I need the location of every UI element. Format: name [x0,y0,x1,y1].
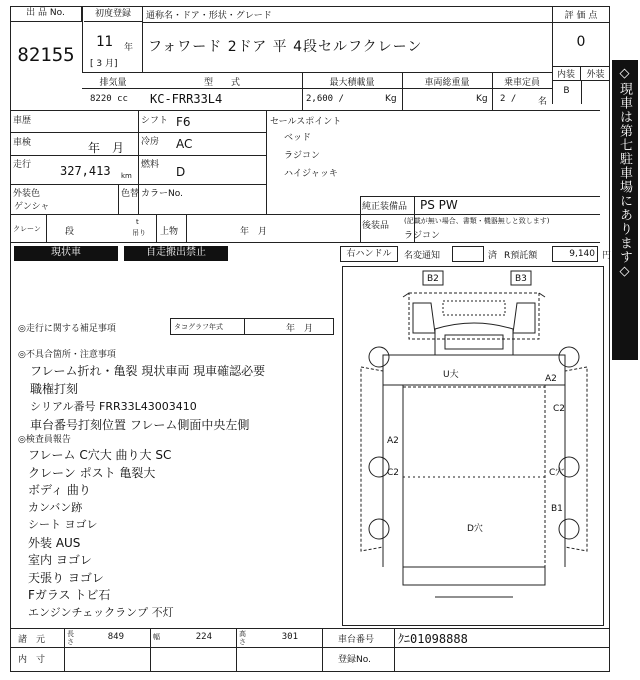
interior-value: B [563,86,570,96]
displacement-value: 8220 cc [90,94,128,104]
after-parts-value: ラジコン [404,231,441,241]
divider [186,214,187,242]
defect-line: フレーム折れ・亀裂 現状車両 現車確認必要 [30,364,266,378]
defect-line: 車台番号打刻位置 フレーム側面中央左側 [30,418,250,432]
divider [236,628,237,672]
exterior-label: 外装 [586,70,605,80]
payload-value: 2,600 / [306,94,344,104]
divider [138,155,266,156]
divider [581,80,582,104]
tachograph-value: 年 月 [286,324,314,334]
equipment-label: 純正装備品 [362,202,408,212]
inspector-line: クレーン ポスト 亀裂大 [28,465,156,480]
sales-point-item: ラジコン [284,151,321,161]
inspection-label: 車検 [13,138,32,148]
color-value: ゲンシャ [14,202,50,212]
mark-b2: B2 [427,274,439,284]
divider [244,318,245,335]
shift-value: F6 [176,115,191,129]
upper-body-value: 年 月 [240,227,268,237]
payload-label: 最大積載量 [329,78,375,88]
inspector-line: 室内 ヨゴレ [28,553,92,567]
divider [10,132,138,133]
sales-point-item: ベッド [284,133,312,143]
after-parts-label: 後装品 [362,221,390,231]
length-value: 849 [107,632,124,642]
gross-weight-unit: Kg [476,94,488,104]
mark-d-hole: D穴 [467,524,483,534]
divider [142,22,552,23]
inspector-line: 天張り ヨゴレ [28,570,104,585]
inspector-report-list [28,446,174,621]
defects-label: ◎不具合箇所・注意事項 [18,350,116,360]
ac-label: 冷房 [141,137,160,147]
length-label: 長さ [67,630,74,646]
inspector-report-label: ◎検査員報告 [18,435,71,445]
recycle-amount: 9,140 [552,246,598,262]
divider [138,132,266,133]
inspector-line: 外装 AUS [28,535,81,550]
rating-label: 評 価 点 [564,11,598,21]
chassis-number-value: ｸﾆ01098888 [398,632,468,646]
divider [360,196,361,242]
registration-label: 登録No. [338,655,371,665]
defect-line: シリアル番号 FRR33L43003410 [30,400,197,413]
damage-marks [387,274,565,534]
side-banner-text: ◇現車は第七駐車場にあります◇ [617,66,632,280]
tachograph-label: タコグラフ年式 [174,323,223,331]
displacement-label: 排気量 [99,78,127,88]
model-label: 型 式 [203,78,240,88]
divider [82,72,552,73]
mileage-unit: km [121,172,132,180]
equipment-value: PS PW [420,198,458,212]
mark-u-large: U大 [443,370,459,380]
mileage-value: 327,413 [60,164,111,178]
history-label: 車歴 [13,116,32,126]
divider [82,6,83,72]
height-value: 301 [281,632,298,642]
year-unit: 年 [124,43,134,53]
upper-body-label: 上物 [160,227,179,237]
divider [10,628,610,629]
divider [10,214,360,215]
after-parts-note: (記載が無い場合、書類・機器無しと致します) [404,217,550,225]
chassis-number-label: 車台番号 [338,635,375,645]
divider [10,155,138,156]
divider [322,628,323,672]
mark-b3: B3 [515,274,527,284]
ac-value: AC [176,137,193,151]
inspector-line: フレーム C穴大 曲り大 SC [28,448,172,462]
crane-stage: 段 [65,227,75,237]
capacity-unit: 名 [538,97,548,107]
running-notes-label: ◎走行に関する補足事項 [18,324,116,334]
current-vehicle-badge: 現状車 [14,246,118,261]
divider [10,647,610,648]
divider [150,628,151,672]
fuel-label: 燃料 [141,160,160,170]
defect-line: 職権打刻 [30,382,79,396]
divider [82,88,552,89]
mark-c2-right: C2 [553,404,566,414]
crane-ton: t [136,218,139,226]
recycle-unit: 円 [602,251,612,261]
first-reg-year: 11 [96,34,113,50]
mark-a2-left: A2 [387,436,399,446]
truck-outline [343,267,605,627]
mileage-label: 走行 [13,160,32,170]
interior-label: 内装 [552,67,581,80]
height-label: 高さ [239,630,246,646]
divider [266,110,267,214]
vehicle-name: フォワード 2ドア 平 4段セルフクレーン [148,39,423,55]
first-reg-month: [ 3 月] [90,59,118,69]
width-label: 幅 [153,633,160,641]
inspector-line: シート ヨゴレ [28,518,98,531]
lot-label: 出 品 No. [26,8,65,18]
divider [46,214,47,242]
divider [360,196,600,197]
model-value: KC-FRR33L4 [150,92,223,106]
inspection-value: 年 月 [88,141,125,155]
divider [118,184,119,214]
gross-weight-label: 車両総重量 [424,78,470,88]
first-reg-label: 初度登録 [84,7,142,22]
sales-point-item: ハイジャッキ [284,169,338,179]
inspector-line: カンバン跡 [28,500,83,514]
mark-b1: B1 [551,504,563,514]
mark-c2-left: C2 [387,468,400,478]
color-change-label: 色替 [121,189,140,199]
width-value: 224 [195,632,212,642]
payload-unit: Kg [385,94,397,104]
name-change-label: 名変通知 [404,251,441,261]
sales-points-label: セールスポイント [270,117,342,127]
divider [394,628,395,672]
mark-a2-right: A2 [545,374,557,384]
inspector-line: Fガラス トビ石 [28,588,111,602]
self-ship-prohibited-badge: 自走搬出禁止 [124,246,228,261]
shift-label: シフト [141,116,169,126]
divider [552,22,610,23]
name-label: 通称名・ドア・形状・グレード [146,11,272,21]
dimensions-label: 諸 元 [18,635,46,645]
steering-label: 右ハンドル [340,246,398,262]
rating-value: 0 [576,34,586,50]
vehicle-diagram [342,266,604,626]
divider [156,214,157,242]
interior-dims-label: 内 寸 [18,655,46,665]
divider [10,242,600,243]
inspector-line: ボディ 曲り [28,483,91,497]
inspector-line: エンジンチェックランプ 不灯 [28,605,174,619]
fuel-value: D [176,165,186,179]
divider [360,214,600,215]
crane-label: クレーン [13,225,41,233]
mark-c-hole: C穴 [549,468,565,478]
recycle-done-label: 済 [488,251,498,261]
recycle-amount-label: R預託額 [504,251,538,261]
defects-list [30,362,265,434]
lot-number: 82155 [17,44,75,66]
lot-label-cell [10,6,82,22]
divider [142,6,143,72]
crane-hang: 吊り [132,229,146,237]
divider [10,110,600,111]
color-label: 外装色 [13,189,41,199]
divider [64,628,65,672]
capacity-value: 2 / [500,94,517,104]
color-number-label: カラーNo. [141,189,183,199]
name-change-box [452,246,484,262]
capacity-label: 乗車定員 [503,78,540,88]
